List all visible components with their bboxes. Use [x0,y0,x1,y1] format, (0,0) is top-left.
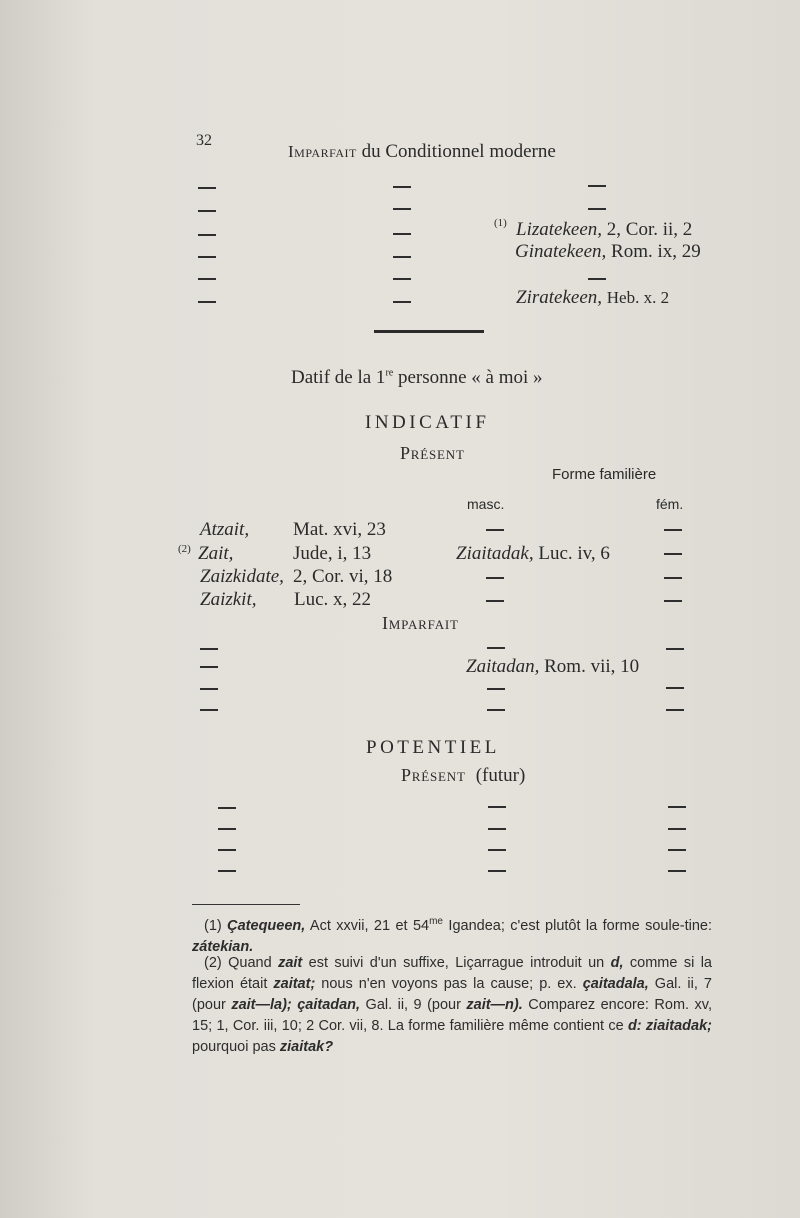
form-zait: Zait, [198,543,234,564]
heading-text: Datif de la 1 [291,367,386,388]
fn-text: (1) [204,917,228,934]
ref-atzait: Mat. xvi, 23 [293,519,386,540]
masc-label: masc. [467,496,505,512]
dash [200,709,218,711]
tense-note: (futur) [475,765,526,786]
dash [664,600,682,602]
fn-text: (2) Quand [204,955,279,971]
fn-text: nous n'en voyons pas la cause; p. ex. [315,976,583,992]
fn-text: pourquoi pas [192,1039,280,1055]
dash [588,185,606,187]
fn-text: comme si la flexion était [192,955,712,992]
dash [393,301,411,303]
fn-text: Gal. ii, 7 (pour [192,976,712,1013]
fn-italic: çaitadala, [582,976,649,992]
dash [668,806,686,808]
dash [198,256,216,258]
fn-text: est suivi d'un suffixe, Liçarrague introduit un [302,955,611,971]
dash [393,278,411,280]
dash [666,648,684,650]
form: Ginatekeen, [515,241,607,262]
tense-imparfait: Imparfait [382,613,459,633]
masc-ziaitadak: Ziaitadak, Luc. iv, 6 [456,543,610,564]
mood-indicatif: INDICATIF [365,412,490,433]
datif-heading [291,367,543,389]
title-rest: du Conditionnel moderne [356,141,556,162]
heading-text-post: personne « à moi » [393,367,543,388]
dash [664,529,682,531]
potentiel-tense [401,765,525,787]
forme-familiere-label: Forme familière [552,466,657,483]
dash [668,828,686,830]
form-atzait: Atzait, [200,519,250,540]
fn-italic: ziaitak? [279,1039,334,1055]
footnote-1 [192,911,712,958]
form-zaizkit: Zaizkit, [200,589,257,610]
footnote-separator [192,904,300,905]
dash [393,233,411,235]
form-zaizkidate: Zaizkidate, [200,566,284,587]
tense-present: Présent [400,443,465,463]
form: Ziratekeen, [516,287,603,308]
dash [198,278,216,280]
fn-italic: zait—la); çaitadan, [231,997,361,1013]
dash [200,648,218,650]
page-number: 32 [196,132,212,149]
footnote-marker-2: (2) [178,543,191,555]
fn-text: Gal. ii, 9 (pour [360,997,467,1013]
title-small-caps: Imparfait [288,142,357,161]
dash [486,600,504,602]
fn-text: Act xxvii, 21 et 54 [305,917,430,934]
row-ziratekeen [516,287,669,309]
section-divider [374,330,484,333]
dash [393,256,411,258]
dash [486,529,504,531]
fn-italic: Çatequeen, [227,917,306,934]
dash [668,849,686,851]
reference: Heb. x. 2 [606,288,670,307]
reference: Rom. ix, 29 [611,241,701,262]
dash [198,187,216,189]
dash [487,688,505,690]
dash [666,709,684,711]
fn-italic: d: ziaitadak; [627,1018,712,1034]
dash [487,709,505,711]
fn-italic: d, [610,955,624,971]
dash [488,828,506,830]
form: Lizatekeen, [516,219,603,240]
heading-sup: re [385,367,394,379]
imparfait-zaitadan: Zaitadan, Rom. vii, 10 [466,656,640,677]
fn-italic: zait [278,955,303,971]
dash [218,849,236,851]
mood-potentiel: POTENTIEL [366,737,500,758]
dash [588,278,606,280]
tense-present-2: Présent [401,765,466,785]
dash [218,828,236,830]
fn-text: Igandea; c'est plutôt la forme soule-tine: [443,917,712,934]
fn-italic: zátekian. [192,938,254,955]
fn-sup: me [429,916,443,927]
dash [488,870,506,872]
dash [664,577,682,579]
dash [198,301,216,303]
section-title-imparfait [288,141,556,163]
ref-zaizkit: Luc. x, 22 [294,589,372,610]
dash [488,849,506,851]
dash [486,577,504,579]
row-ginatekeen [515,241,701,263]
dash [393,186,411,188]
fn-italic: zait—n). [466,997,523,1013]
dash [198,234,216,236]
fn-text: Comparez encore: Rom. xv, 15; 1, Cor. iii, 10; 2 Cor. vii, 8. La forme familière même contient ce [192,997,712,1034]
ref-zait: Jude, i, 13 [293,543,372,564]
dash [666,687,684,689]
dash [218,807,236,809]
dash [588,208,606,210]
dash [668,870,686,872]
ref-zaizkidate: 2, Cor. vi, 18 [293,566,393,587]
footnote-marker-1: (1) [494,217,507,229]
reference: 2, Cor. ii, 2 [606,219,693,240]
dash [487,647,505,649]
dash [393,208,411,210]
fem-label: fém. [656,496,684,512]
row-lizatekeen [516,219,692,241]
dash [664,553,682,555]
dash [488,806,506,808]
footnote-2 [192,953,712,1058]
dash [218,870,236,872]
dash [200,688,218,690]
dash [198,210,216,212]
fn-italic: zaitat; [273,976,316,992]
dash [200,666,218,668]
